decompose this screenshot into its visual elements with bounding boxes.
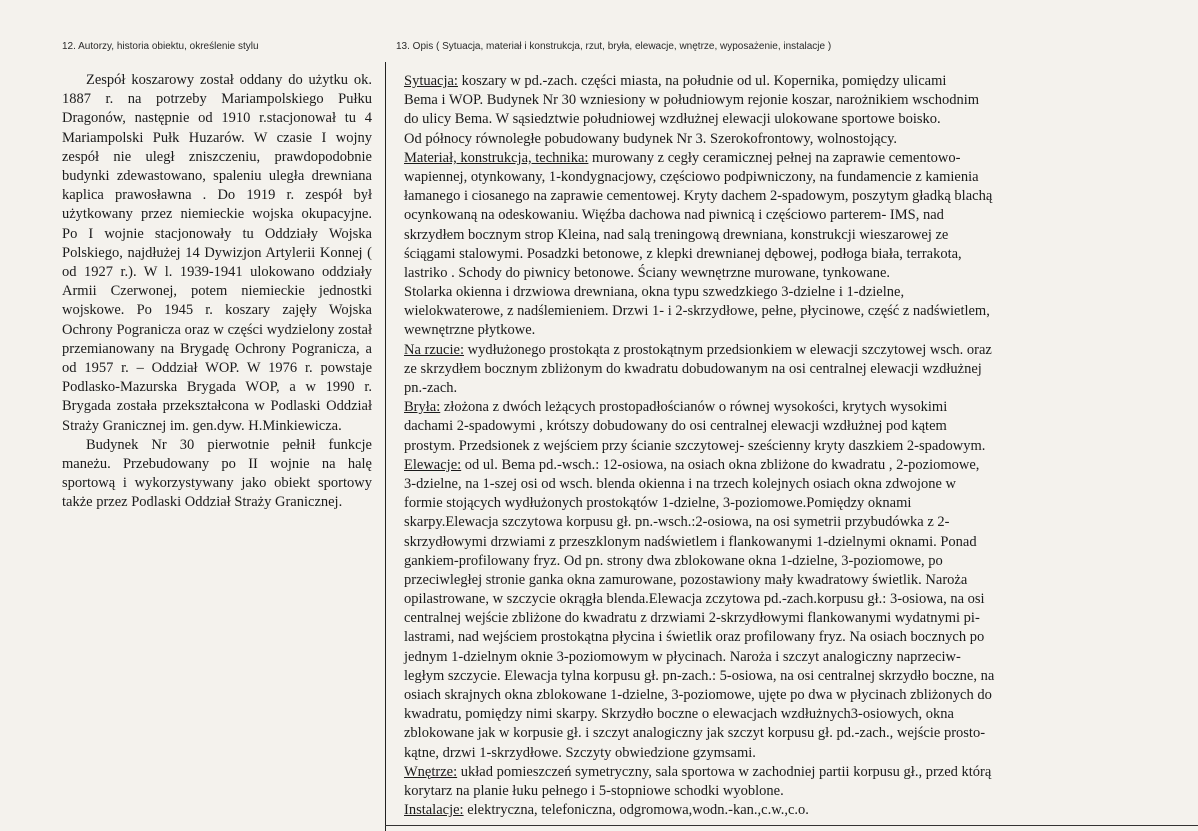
line-text: formie stojących wydłużonych prostokątów 1-dzielne, 3-poziomowe.Pomiędzy oknami [404,495,912,512]
section-label: Sytuacja: [404,73,458,89]
section-12-heading: 12. Autorzy, historia obiektu, określenie stylu [62,41,259,52]
description-line [404,226,1194,245]
line-text: wapiennej, otynkowany, 1-kondygnacjowy, częściowo podpiwniczony, na fundamencie z kamienia [404,168,979,185]
history-paragraph-2: Budynek Nr 30 pierwotnie pełnił funkcje maneżu. Przebudowany po II wojnie na halę sportową i wykorzystywany jako obiekt sportowy także przez Podlaski Oddział Straży Granicznej. [62,436,372,511]
description-line [404,398,1194,417]
description-line [404,321,1194,340]
line-text: lastrami, nad wejściem prostokątna płycina i świetlik oraz profilowany fryz. Na osiach bocznych po [404,629,985,646]
line-text: złożona z dwóch leżących prostopadłościanów o równej wysokości, krytych wysokimi [440,399,948,416]
description-line [404,763,1194,782]
description-line [404,283,1194,302]
description-column [404,72,1194,820]
line-text: skarpy.Elewacja szczytowa korpusu gł. pn.-wsch.:2-osiowa, na osi symetrii przybudówka z 2- [404,514,950,531]
line-text: jednym 1-dzielnym oknie 3-poziomowym w płycinach. Naroża i szczyt analogiczny naprzeciw- [404,648,961,665]
line-text: osiach skrajnych okna zblokowane 1-dzielne, 3-poziomowe, ujęte po dwa w płycinach zbliżonych do [404,687,992,703]
description-line [404,360,1194,379]
line-text: pn.-zach. [404,380,458,396]
description-line [404,686,1194,705]
line-text: murowany z cegły ceramicznej pełnej na zaprawie cementowo- [588,149,961,166]
description-line [404,245,1194,264]
line-text: kwadratu, pomiędzy nimi skarpy. Skrzydło boczne o elewacjach wzdłużnych3-osiowych, okna [404,706,954,723]
history-paragraph-1: Zespół koszarowy został oddany do użytku ok. 1887 r. na potrzeby Mariampolskiego Pułku Dragonów, następnie od 1910 r.stacjonował tu 4 Mariampolski Pułk Huzarów. W czasie I wojny zespół nie uległ zniszczeniu, prawdopodobnie budynki zdewastowano, spaleniu uległa drewniana kaplica prawosławna . Do 1919 r. zespół był użytkowany przez niemieckie wojska okupacyjne. Po I wojnie stacjonowały tu Oddziały Wojska Polskiego, najdłużej 14 Dywizjon Artylerii Konnej ( od 1927 r.). W l. 1939-1941 ulokowano oddziały Armii Czerwonej, potem niemieckie jednostki wojskowe. Po 1945 r. koszary zajęły Wojska Ochrony Pogranicza oraz w części wydzielony został przemianowany na Brygadę Ochrony Pogranicza, a od 1957 r. – Oddział WOP. W 1976 r. powstaje Podlasko-Mazurska Brygada WOP, a w 1990 r. Brygada została przekształcona w Podlaski Oddział Straży Granicznej im. gen.dyw. H.Minkiewicza. [62,72,372,434]
line-text: centralnej wejście zbliżone do kwadratu z drzwiami 2-skrzydłowymi flankowanymi wydatnymi pi- [404,610,980,627]
description-line [404,149,1194,168]
description-line [404,341,1194,360]
line-text: opilastrowane, w szczycie okrągła blenda.Elewacja zczytowa pd.-zach.korpusu gł.: 3-osiowa, na osi [404,591,985,608]
line-text: przeciwległej stronie ganka okna zamurowane, pozostawiony mały kwadratowy świetlik. Naroża [404,571,968,588]
description-line [404,724,1194,743]
description-line [404,744,1194,763]
description-line [404,302,1194,321]
line-text: dachami 2-spadowymi , krótszy dobudowany do osi centralnej elewacji wzdłużnej pod kątem [404,418,947,435]
description-line [404,628,1194,647]
line-text: skrzydłem bocznym strop Kleina, nad salą treningową drewniana, konstrukcji wieszarowej ze [404,226,949,243]
description-line [404,187,1194,206]
description-line [404,705,1194,724]
history-column [62,71,372,513]
line-text: ściągami stalowymi. Posadzki betonowe, z klepki drewnianej dębowej, podłoga biała, terrakota, [404,245,962,262]
description-line [404,379,1194,398]
line-text: ze skrzydłem bocznym zbliżonym do kwadratu dobudowanym na osi centralnej elewacji wzdłużnej [404,360,982,377]
description-line [404,456,1194,475]
description-line [404,494,1194,513]
line-text: układ pomieszczeń symetryczny, sala sportowa w zachodniej partii korpusu gł., przed którą [457,763,992,780]
description-line [404,571,1194,590]
line-text: Stolarka okienna i drzwiowa drewniana, okna typu szwedzkiego 3-dzielne i 1-dzielne, [404,284,905,301]
description-line [404,437,1194,456]
description-line [404,110,1194,129]
section-label: Na rzucie: [404,341,464,358]
description-line [404,609,1194,628]
line-text: lastriko . Schody do piwnicy betonowe. Ściany wewnętrzne murowane, tynkowane. [404,264,891,281]
description-line [404,533,1194,552]
line-text: Bema i WOP. Budynek Nr 30 wzniesiony w południowym rejonie koszar, narożnikiem wschodnim [404,92,980,109]
line-text: prostym. Przedsionek z wejściem przy ścianie szczytowej- sześcienny kryty daszkiem 2-spadowym. [404,437,986,454]
line-text: korytarz na planie łuku pełnego i 5-stopniowe schodki wyoblone. [404,782,784,799]
line-text: wewnętrzne płytkowe. [404,322,536,339]
description-line [404,552,1194,571]
section-label: Instalacje: [404,802,464,819]
description-line [404,801,1194,820]
line-text: skrzydłowymi drzwiami z przeszklonym nadświetlem i flankowanymi 1-dzielnymi oknami. Ponad [404,533,977,550]
description-line [404,130,1194,149]
line-text: kątne, drzwi 1-skrzydłowe. Szczyty obwiedzione gzymsami. [404,744,756,761]
line-text: elektryczna, telefoniczna, odgromowa,wodn.-kan.,c.w.,c.o. [463,802,809,819]
section-13-heading: 13. Opis ( Sytuacja, materiał i konstrukcja, rzut, bryła, elewacje, wnętrze, wyposażenie, instalacje ) [396,41,832,52]
description-line [404,264,1194,283]
description-line [404,513,1194,532]
description-line [404,417,1194,436]
line-text: 3-dzielne, na 1-szej osi od wsch. blenda okienna i na trzech kolejnych osiach okna zdwojone w [404,475,957,492]
column-divider [385,62,386,831]
line-text: koszary w pd.-zach. części miasta, na południe od ul. Kopernika, pomiędzy ulicami [457,73,947,89]
description-line [404,648,1194,667]
description-line [404,72,1194,91]
description-line [404,590,1194,609]
line-text: od ul. Bema pd.-wsch.: 12-osiowa, na osiach okna zbliżone do kwadratu , 2-poziomowe, [461,456,980,473]
line-text: Od północy równoległe pobudowany budynek Nr 3. Szerokofrontowy, wolnostojący. [404,130,898,147]
bottom-rule [385,825,1198,826]
section-label: Materiał, konstrukcja, technika: [404,149,589,166]
line-text: łamanego i ciosanego na zaprawie cementowej. Kryty dachem 2-spadowym, poszytym gładką blachą [404,188,993,205]
description-line [404,667,1194,686]
description-line [404,206,1194,225]
section-label: Wnętrze: [404,763,458,780]
section-label: Bryła: [404,399,441,416]
description-line [404,782,1194,801]
line-text: ległym szczycie. Elewacja tylna korpusu gł. pn-zach.: 5-osiowa, na osi centralnej skrzydło boczne, na [404,667,995,684]
line-text: wydłużonego prostokąta z prostokątnym przedsionkiem w elewacji szczytowej wsch. oraz [463,341,992,358]
line-text: gankiem-profilowany fryz. Od pn. strony dwa zblokowane okna 1-dzielne, 3-poziomowe, po [404,552,943,569]
line-text: do ulicy Bema. W sąsiedztwie południowej wzdłużnej elewacji ulokowane sportowe boisko. [404,111,941,128]
line-text: wielokwaterowe, z nadślemieniem. Drzwi 1- i 2-skrzydłowe, pełne, płycinowe, część z nadświetlem, [404,303,990,320]
description-line [404,168,1194,187]
line-text: zblokowane jak w korpusie gł. i szczyt analogiczny jak szczyt korpusu gł. pd.-zach., wejście prosto- [404,725,986,742]
description-line [404,91,1194,110]
section-label: Elewacje: [404,456,462,473]
line-text: ocynkowaną na odeskowaniu. Więźba dachowa nad piwnicą i częściowo parterem- IMS, nad [404,207,944,224]
description-line [404,475,1194,494]
